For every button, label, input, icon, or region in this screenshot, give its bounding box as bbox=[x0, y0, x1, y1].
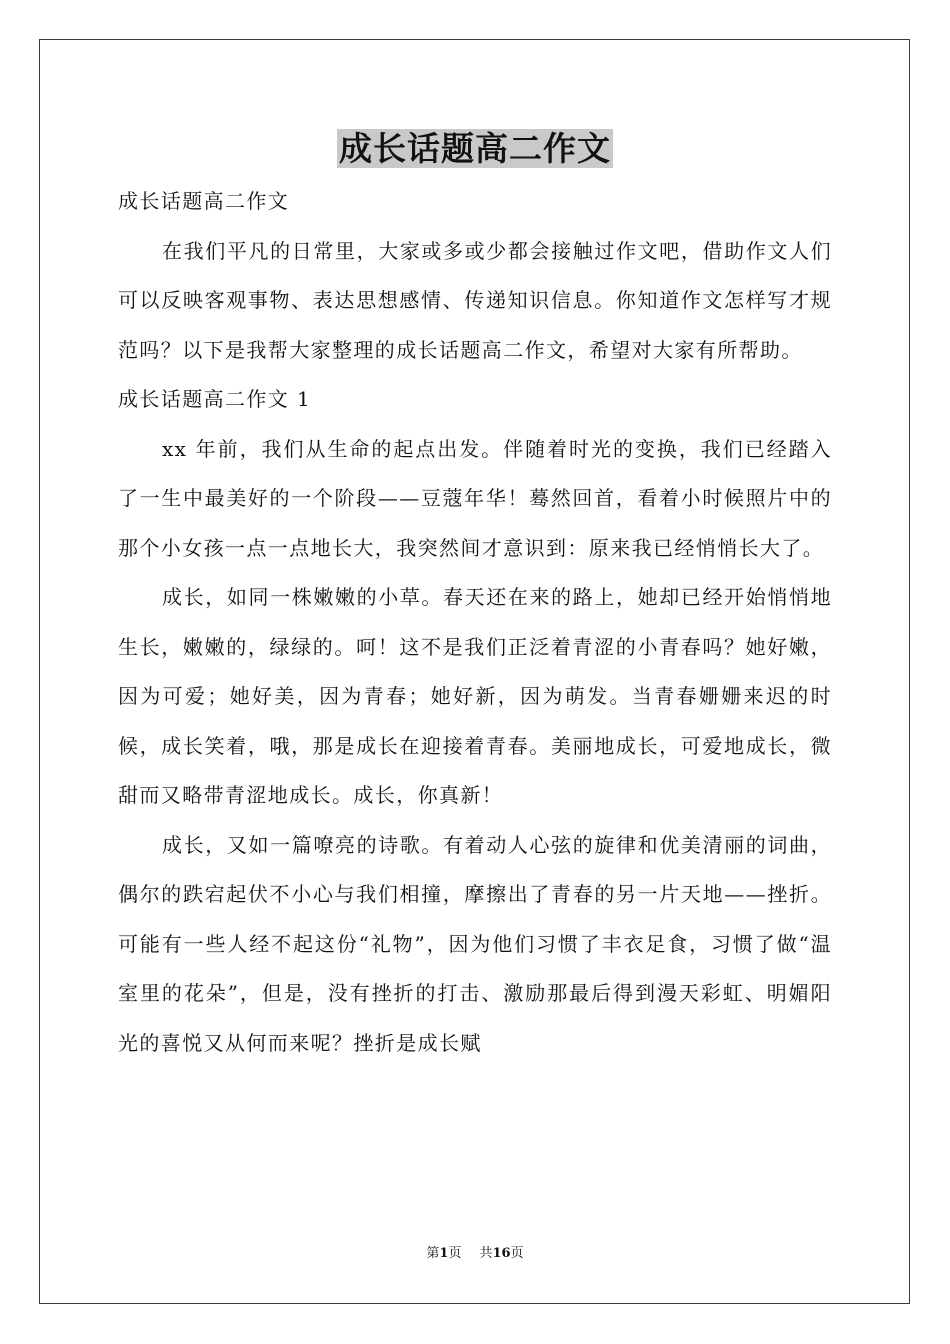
essay-1-paragraph-3: 成长，又如一篇嘹亮的诗歌。有着动人心弦的旋律和优美清丽的词曲，偶尔的跌宕起伏不小心与我们相撞，摩擦出了青春的另一片天地——挫折。可能有一些人经不起这份“礼物”，因为他们习惯了丰衣足食，习惯了做“温室里的花朵”，但是，没有挫折的打击、激励那最后得到漫天彩虹、明媚阳光的喜悦又从何而来呢？挫折是成长赋 bbox=[118, 832, 832, 1055]
essay-1-heading: 成长话题高二作文 1 bbox=[118, 387, 312, 411]
page-prefix: 第 bbox=[426, 1246, 440, 1261]
page-total: 16 bbox=[492, 1246, 511, 1261]
document-title-text: 成长话题高二作文 bbox=[339, 129, 611, 168]
intro-paragraph: 在我们平凡的日常里，大家或多或少都会接触过作文吧，借助作文人们可以反映客观事物、表达思想感情、传递知识信息。你知道作文怎样写才规范吗？以下是我帮大家整理的成长话题高二作文，希望对大家有所帮助。 bbox=[118, 238, 832, 362]
document-body bbox=[118, 177, 832, 1068]
essay-1-paragraph-1: xx 年前，我们从生命的起点出发。伴随着时光的变换，我们已经踏入了一生中最美好的一个阶段——豆蔻年华！蓦然回首，看着小时候照片中的那个小女孩一点一点地长大，我突然间才意识到：原来我已经悄悄长大了。 bbox=[118, 436, 832, 560]
page-current: 1 bbox=[439, 1246, 449, 1261]
page-footer bbox=[0, 1244, 950, 1264]
page-suffix: 页 bbox=[448, 1246, 462, 1261]
total-prefix: 共 bbox=[479, 1246, 493, 1261]
essay-1-paragraph-2: 成长，如同一株嫩嫩的小草。春天还在来的路上，她却已经开始悄悄地生长，嫩嫩的，绿绿的。呵！这不是我们正泛着青涩的小青春吗？她好嫩，因为可爱；她好美，因为青春；她好新，因为萌发。当青春姗姗来迟的时候，成长笑着，哦，那是成长在迎接着青春。美丽地成长，可爱地成长，微甜而又略带青涩地成长。成长，你真新！ bbox=[118, 585, 832, 807]
total-suffix: 页 bbox=[510, 1246, 524, 1261]
intro-heading: 成长话题高二作文 bbox=[118, 189, 290, 213]
document-title bbox=[0, 124, 950, 174]
